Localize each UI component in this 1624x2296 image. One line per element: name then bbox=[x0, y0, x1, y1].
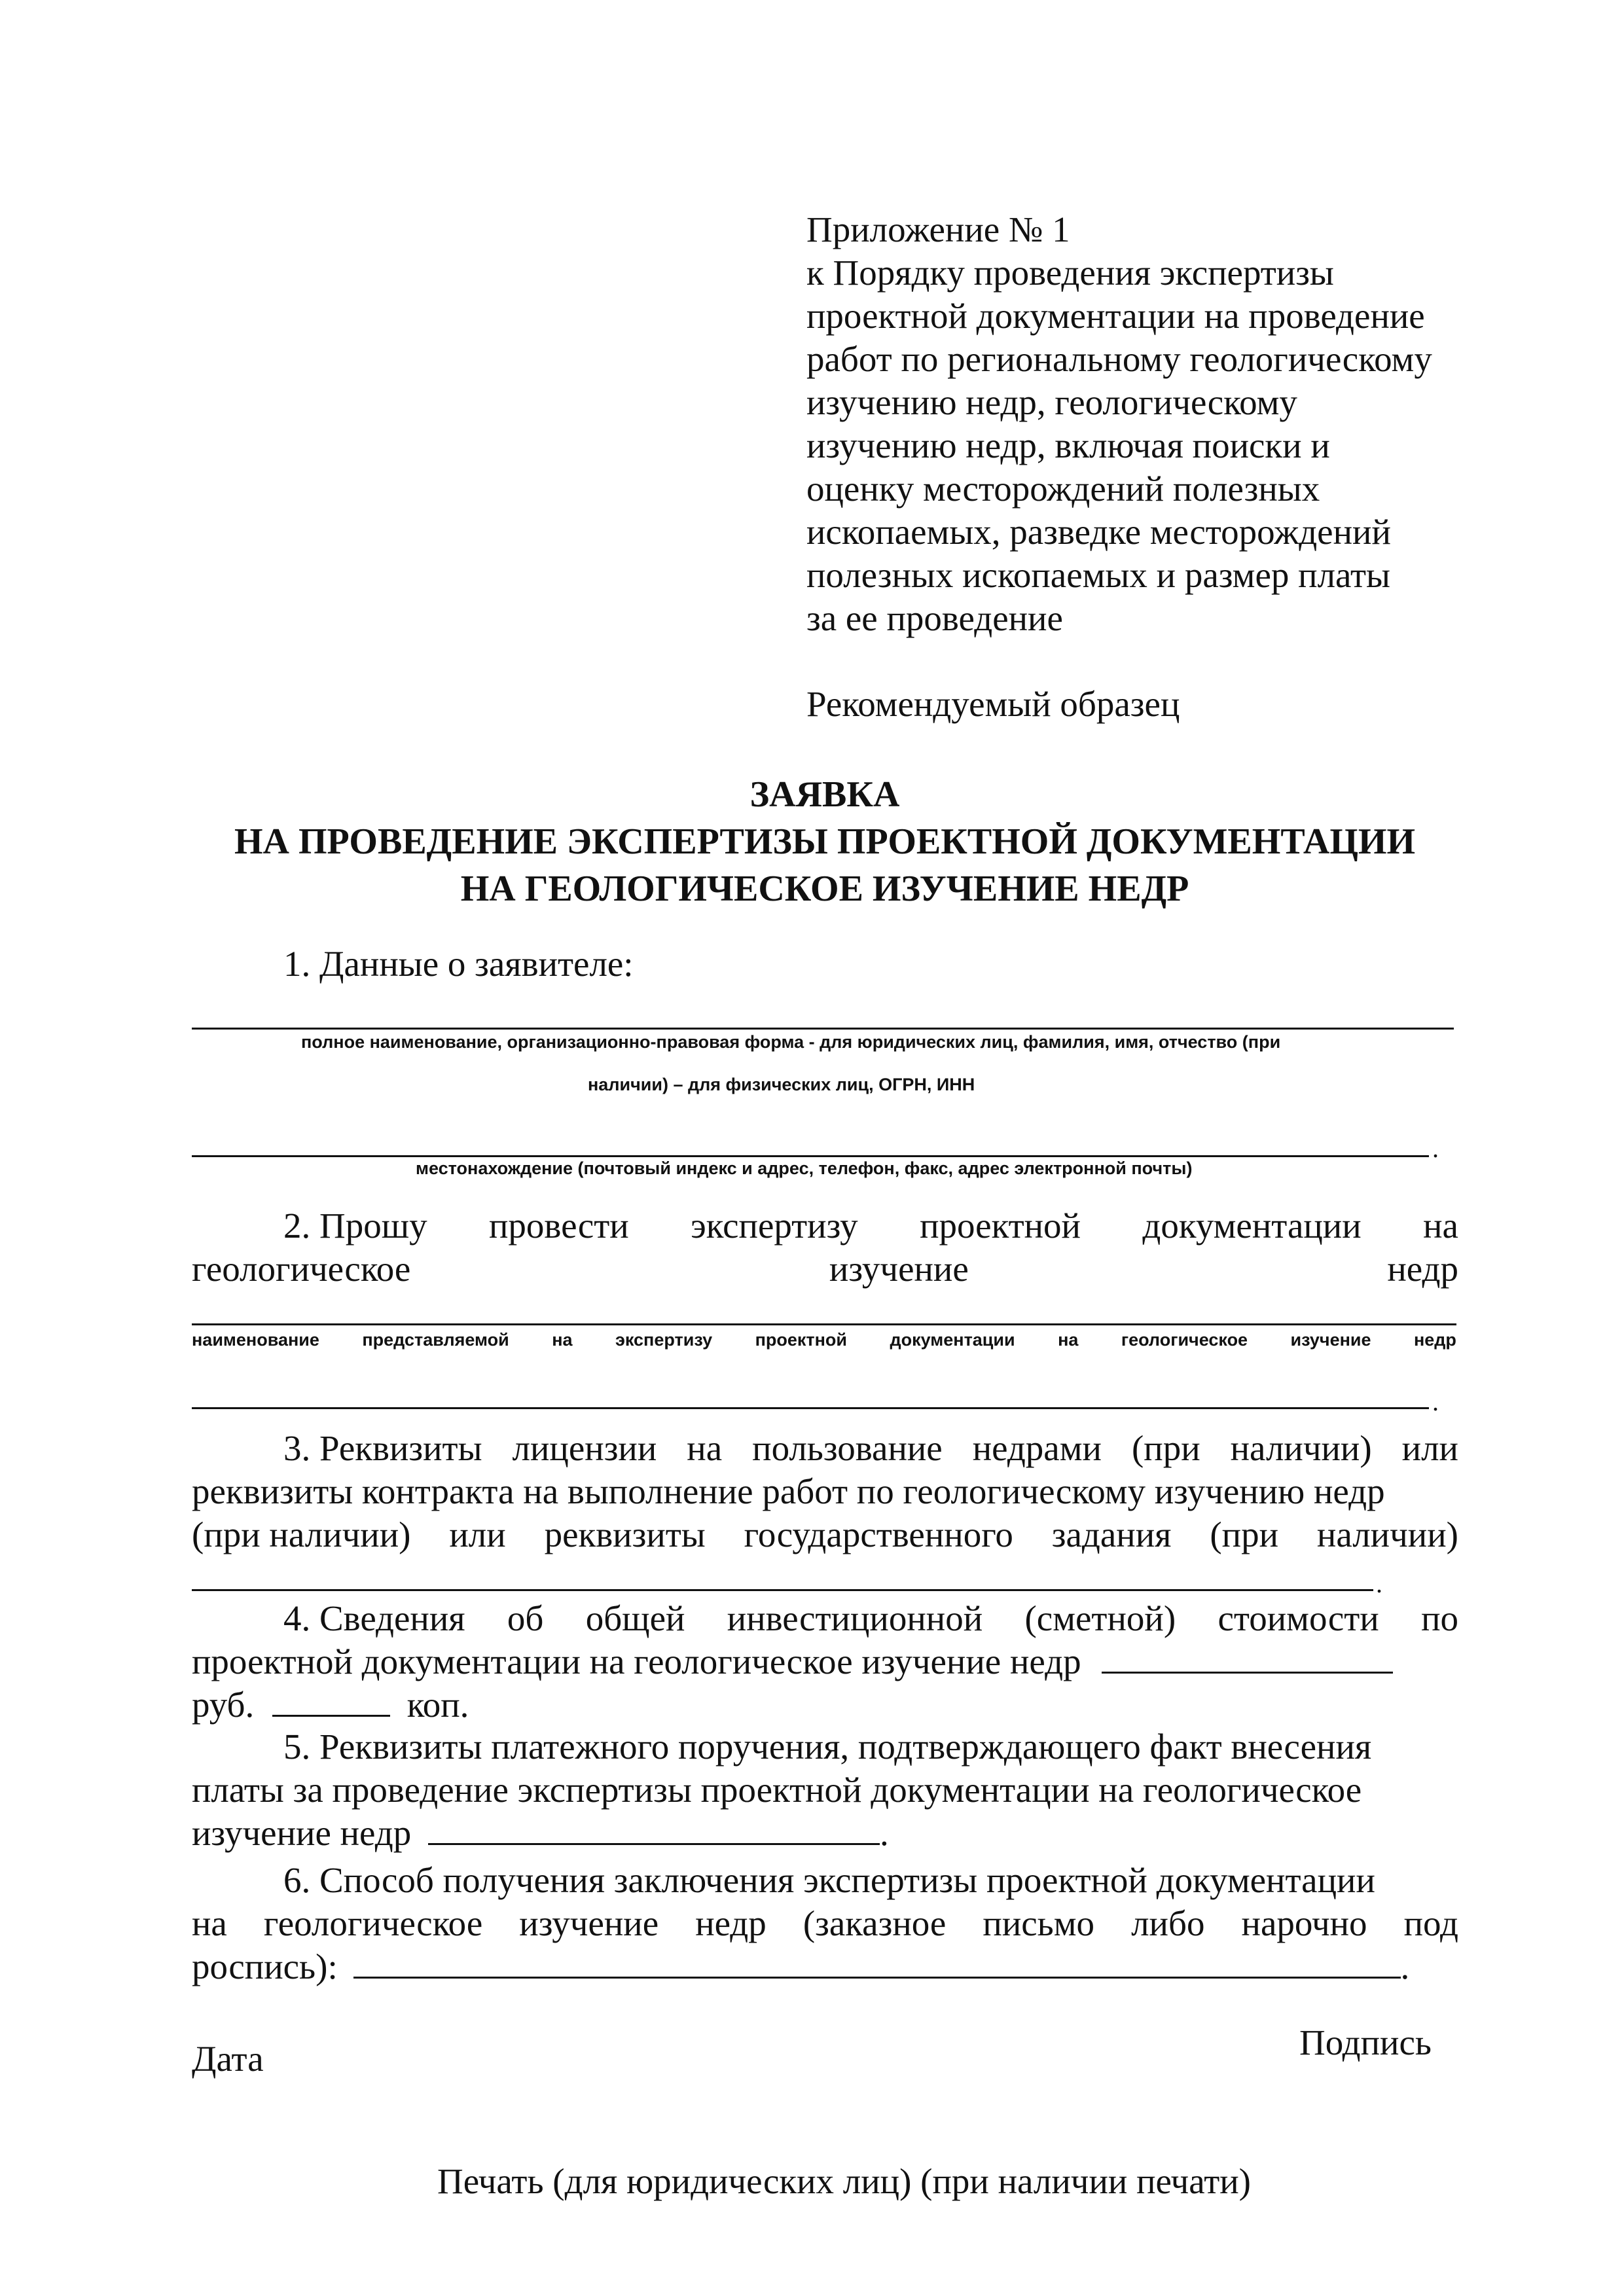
section-3-line-1 bbox=[192, 1427, 1458, 1470]
section-6-line-3 bbox=[192, 1945, 1458, 1988]
rub-label: руб. bbox=[192, 1685, 255, 1725]
word: геологическое bbox=[263, 1903, 483, 1943]
section-4 bbox=[192, 1597, 1458, 1727]
word: документации bbox=[1142, 1206, 1362, 1246]
stamp-label: Печать (для юридических лиц) (при наличии печати) bbox=[437, 2161, 1251, 2201]
word: об bbox=[507, 1598, 544, 1638]
word: изучение bbox=[829, 1249, 969, 1289]
kop-label: коп. bbox=[406, 1685, 469, 1725]
word: недр bbox=[695, 1903, 767, 1943]
appendix-line: к Порядку проведения экспертизы bbox=[806, 253, 1334, 293]
appendix-line: за ее проведение bbox=[806, 598, 1063, 638]
section-4-line-2 bbox=[192, 1640, 1458, 1683]
appendix-line: ископаемых, разведке месторождений bbox=[806, 512, 1391, 552]
section-1-heading bbox=[192, 942, 1458, 986]
documentation-name-field[interactable] bbox=[192, 1323, 1456, 1325]
recommended-sample-label: Рекомендуемый образец bbox=[806, 684, 1180, 724]
word: общей bbox=[585, 1598, 685, 1638]
documentation-name-caption bbox=[192, 1329, 1456, 1351]
section-4-line-3 bbox=[192, 1683, 1458, 1727]
word: письмо bbox=[983, 1903, 1095, 1943]
applicant-address-caption: местонахождение (почтовый индекс и адрес, телефон, факс, адрес электронной почты) bbox=[416, 1158, 1193, 1178]
word: (заказное bbox=[803, 1903, 947, 1943]
punctuation-dot: . bbox=[1376, 1569, 1382, 1598]
word: 2. Прошу bbox=[283, 1206, 427, 1246]
title-line-3: НА ГЕОЛОГИЧЕСКОЕ ИЗУЧЕНИЕ НЕДР bbox=[460, 869, 1189, 909]
word: лицензии bbox=[512, 1428, 657, 1468]
appendix-block bbox=[806, 208, 1474, 640]
section-6 bbox=[192, 1859, 1458, 1988]
applicant-name-caption-cont: наличии) – для физических лиц, ОГРН, ИНН bbox=[588, 1075, 975, 1094]
word: инвестиционной bbox=[727, 1598, 983, 1638]
section-4-line-1 bbox=[192, 1597, 1458, 1640]
signature-label: Подпись bbox=[1299, 2022, 1432, 2062]
appendix-line: Приложение № 1 bbox=[806, 209, 1070, 249]
word: (при bbox=[1131, 1428, 1200, 1468]
appendix-line: изучению недр, включая поиски и bbox=[806, 425, 1330, 465]
word: или bbox=[449, 1515, 506, 1554]
word: провести bbox=[488, 1206, 629, 1246]
punctuation-dot: . bbox=[1432, 1387, 1439, 1416]
applicant-name-field[interactable] bbox=[192, 1028, 1454, 1030]
section-3-line-3 bbox=[192, 1513, 1458, 1556]
appendix-line: оценку месторождений полезных bbox=[806, 469, 1320, 509]
section-6-line-3-text: роспись): bbox=[192, 1946, 338, 1986]
applicant-name-caption: полное наименование, организационно-правовая форма - для юридических лиц, фамилия, имя, отчество (при bbox=[301, 1032, 1281, 1052]
caption-word: на bbox=[552, 1330, 573, 1350]
word: на bbox=[192, 1903, 227, 1943]
appendix-line: работ по региональному геологическому bbox=[806, 339, 1432, 379]
word: задания bbox=[1051, 1515, 1172, 1554]
word: геологическое bbox=[192, 1249, 411, 1289]
license-details-field[interactable] bbox=[192, 1589, 1373, 1591]
word: 3. Реквизиты bbox=[283, 1428, 482, 1468]
document-title bbox=[190, 771, 1460, 912]
section-2-line-2 bbox=[192, 1247, 1458, 1291]
caption-word: представляемой bbox=[362, 1330, 509, 1350]
word: 4. Сведения bbox=[283, 1598, 465, 1638]
section-6-line-1: 6. Способ получения заключения экспертизы проектной документации bbox=[283, 1860, 1375, 1900]
word: наличии) bbox=[1230, 1428, 1372, 1468]
word: изучение bbox=[519, 1903, 659, 1943]
section-5-line-3-text: изучение недр bbox=[192, 1813, 412, 1853]
investment-cost-kop-field[interactable] bbox=[272, 1685, 390, 1717]
word: (при наличии) bbox=[192, 1515, 411, 1554]
section-2-line-1 bbox=[192, 1204, 1458, 1247]
investment-cost-rub-field[interactable] bbox=[1102, 1641, 1393, 1674]
word: по bbox=[1421, 1598, 1458, 1638]
word: (сметной) bbox=[1024, 1598, 1176, 1638]
word: проектной bbox=[920, 1206, 1081, 1246]
punctuation-dot: . bbox=[879, 1813, 889, 1853]
payment-order-field[interactable] bbox=[428, 1813, 880, 1845]
punctuation-dot: . bbox=[1432, 1134, 1439, 1163]
word: стоимости bbox=[1218, 1598, 1379, 1638]
word: либо bbox=[1131, 1903, 1205, 1943]
section-5-line-2: платы за проведение экспертизы проектной документации на геологическое bbox=[192, 1770, 1362, 1810]
section-1-heading-text: 1. Данные о заявителе: bbox=[283, 944, 634, 984]
word: наличии) bbox=[1316, 1515, 1458, 1554]
caption-word: на bbox=[1058, 1330, 1079, 1350]
caption-word: геологическое bbox=[1121, 1330, 1248, 1350]
word: недр bbox=[1387, 1249, 1458, 1289]
section-6-line-2 bbox=[192, 1902, 1458, 1945]
section-5 bbox=[192, 1725, 1458, 1855]
section-5-line-1: 5. Реквизиты платежного поручения, подтверждающего факт внесения bbox=[283, 1727, 1372, 1767]
word: на bbox=[1423, 1206, 1458, 1246]
word: на bbox=[687, 1428, 723, 1468]
section-3-line-2: реквизиты контракта на выполнение работ по геологическому изучению недр bbox=[192, 1471, 1385, 1511]
word: государственного bbox=[744, 1515, 1013, 1554]
title-line-2: НА ПРОВЕДЕНИЕ ЭКСПЕРТИЗЫ ПРОЕКТНОЙ ДОКУМЕНТАЦИИ bbox=[234, 821, 1416, 862]
word: недрами bbox=[972, 1428, 1102, 1468]
appendix-line: полезных ископаемых и размер платы bbox=[806, 555, 1391, 595]
receipt-method-field[interactable] bbox=[353, 1946, 1401, 1979]
word: (при bbox=[1210, 1515, 1279, 1554]
appendix-line: изучению недр, геологическому bbox=[806, 382, 1297, 422]
caption-word: документации bbox=[890, 1330, 1015, 1350]
appendix-line: проектной документации на проведение bbox=[806, 296, 1425, 336]
section-2 bbox=[192, 1204, 1458, 1291]
word: пользование bbox=[752, 1428, 943, 1468]
caption-word: изучение bbox=[1290, 1330, 1371, 1350]
section-4-line-2-text: проектной документации на геологическое изучение недр bbox=[192, 1641, 1081, 1681]
word: экспертизу bbox=[691, 1206, 858, 1246]
word: нарочно bbox=[1241, 1903, 1367, 1943]
title-line-1: ЗАЯВКА bbox=[749, 774, 900, 815]
documentation-name-field-cont[interactable] bbox=[192, 1407, 1429, 1409]
section-3 bbox=[192, 1427, 1458, 1556]
word: реквизиты bbox=[544, 1515, 706, 1554]
caption-word: недр bbox=[1413, 1330, 1456, 1350]
word: под bbox=[1403, 1903, 1458, 1943]
date-label: Дата bbox=[192, 2039, 264, 2079]
caption-word: проектной bbox=[755, 1330, 848, 1350]
punctuation-dot: . bbox=[1400, 1946, 1410, 1986]
caption-word: экспертизу bbox=[615, 1330, 713, 1350]
caption-word: наименование bbox=[192, 1330, 319, 1350]
section-5-line-3 bbox=[192, 1812, 1458, 1855]
word: или bbox=[1401, 1428, 1458, 1468]
